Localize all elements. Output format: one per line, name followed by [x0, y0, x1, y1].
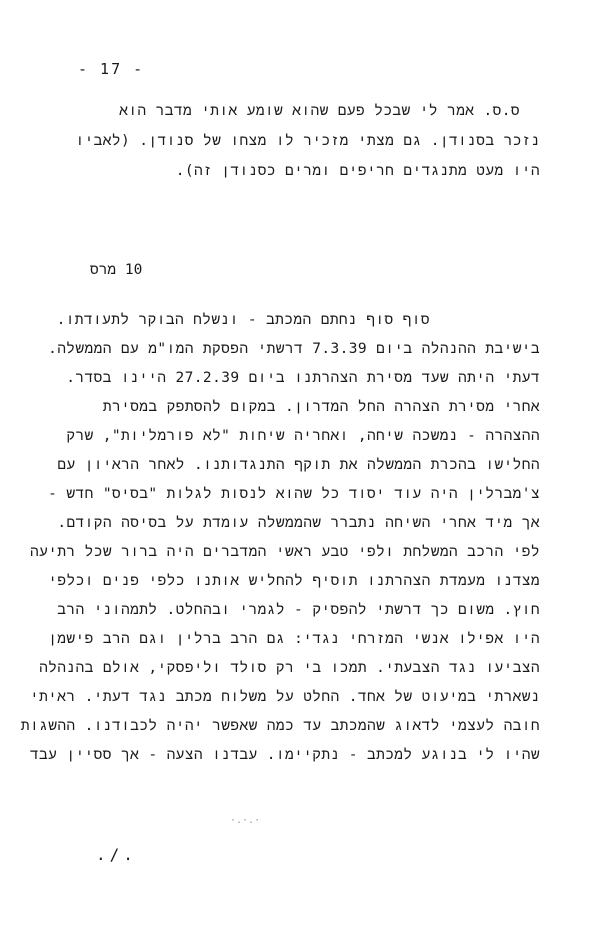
- text-line: נזכר בסנודן. גם מצתי מזכיר לו מצחו של סנודן. (לאביו: [75, 133, 540, 149]
- text-line: חוץ. משום כך דרשתי להפסיק - לגמרי ובהחלט. לתמהוני הרב: [57, 602, 540, 618]
- text-line: נשארתי במיעוט של אחד. החלט על משלוח מכתב נגד דעתי. ראיתי: [29, 689, 540, 705]
- text-line: אך מיד אחרי השיחה נתברר שהממשלה עומדת על בסיסה הקודם.: [57, 515, 540, 531]
- text-line: אחרי מסירת הצהרה החל המדרון. במקום להסתפק במסירת: [102, 399, 540, 415]
- scan-speck: ·.·.·: [230, 815, 261, 826]
- text-line: חובה לעצמי לדאוג שהמכתב עד כמה שאפשר יהיה לכבודנו. ההשגות: [20, 718, 540, 734]
- text-line: סוף סוף נחתם המכתב - ונשלח הבוקר לתעודתו.: [56, 312, 430, 328]
- text-line: ס.ס. אמר לי שבכל פעם שהוא שומע אותי מדבר הוא: [119, 103, 520, 119]
- text-line: מצדנו מעמדת הצהרתנו תוסיף להחליש אותנו כלפי פנים וכלפי: [48, 573, 540, 589]
- text-line: הצביעו נגד הצבעתי. תמכו בי רק סולד וליפסקי, אולם בהנהלה: [39, 660, 540, 676]
- text-line: היו מעט מתנגדים חריפים ומרים כסנודן זה).: [175, 163, 540, 179]
- page-number: - 17 -: [78, 60, 145, 78]
- text-line: ההצהרה - נמשכה שיחה, ואחריה שיחות "לא פורמליות", שרק: [66, 428, 540, 444]
- body-paragraph: [20, 306, 540, 770]
- text-line: החלישו בהכרת הממשלה את תוקף התנגדותנו. לאחר הראיון עם: [57, 457, 540, 473]
- intro-paragraph: [60, 96, 540, 186]
- text-line: צ'מברלין היה עוד יסוד כל שהוא לנסות לגלות "בסיס" חדש -: [48, 486, 540, 502]
- continuation-mark: ./.: [96, 845, 137, 864]
- text-line: לפי הרכב המשלחת ולפי טבע ראשי המדברים היה ברור שכל רתיעה: [30, 544, 540, 560]
- text-line: היו אפילו אנשי המזרחי נגדי: גם הרב ברלין וגם הרב פישמן: [48, 631, 540, 647]
- text-line: שהיו לי בנוגע למכתב - נתקיימו. עבדנו הצעה - אך ססיין עבד: [29, 747, 540, 763]
- text-line: דעתי היתה שעד מסירת הצהרתנו ביום 27.2.39 היינו בסדר.: [66, 370, 540, 386]
- date-heading: 10 מרס: [90, 262, 143, 278]
- text-line: בישיבת ההנהלה ביום 7.3.39 דרשתי הפסקת המו"מ עם הממשלה.: [48, 341, 540, 357]
